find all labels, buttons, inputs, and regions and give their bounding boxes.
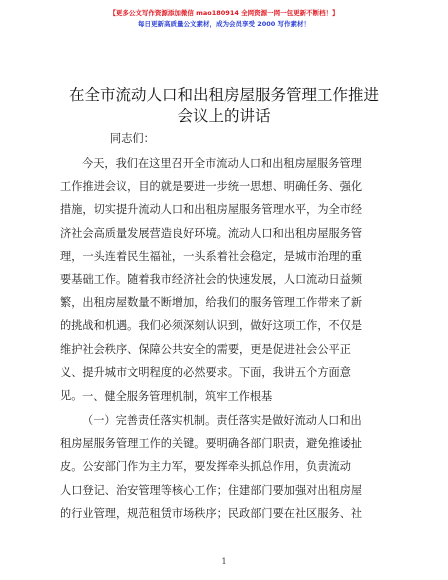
paragraph-line: 措施，切实提升流动人口和出租房屋服务管理水平，为全市经	[60, 203, 363, 217]
paragraph-line: 的挑战和机遇。我们必须深刻认识到，做好这项工作，不仅是	[60, 319, 363, 333]
heading-line: 一、健全服务管理机制，筑牢工作根基	[82, 390, 273, 403]
salutation: 同志们：	[110, 132, 155, 145]
page-number: 1	[221, 557, 227, 566]
title-line-2: 会议上的讲话	[177, 107, 271, 125]
paragraph-line: 的行业管理，规范租赁市场秩序；民政部门要在社区服务、社	[60, 506, 363, 520]
paragraph-line: （一）完善责任落实机制。责任落实是做好流动人口和出	[82, 414, 362, 427]
paragraph-line: 见。	[60, 388, 83, 402]
title-line-1: 在全市流动人口和出租房屋服务管理工作推进	[68, 86, 379, 104]
promo-banner-line-2: 每日更新高质量公文素材，成为会员享受 2000 写作素材！	[137, 20, 311, 28]
paragraph-2	[60, 409, 382, 525]
paragraph-line: 济社会高质量发展营造良好环境。流动人口和出租房屋服务管	[60, 226, 363, 240]
section-heading-1	[60, 385, 382, 408]
paragraph-line: 租房屋服务管理工作的关键。要明确各部门职责，避免推诿扯	[60, 437, 363, 451]
paragraph-line: 今天，我们在这里召开全市流动人口和出租房屋服务管理	[82, 157, 362, 170]
paragraph-line: 要基础工作。随着我市经济社会的快速发展，人口流动日益频	[60, 272, 363, 286]
paragraph-line: 繁，出租房屋数量不断增加，给我们的服务管理工作带来了新	[60, 296, 363, 310]
paragraph-line: 皮。公安部门作为主力军，要发挥牵头抓总作用，负责流动	[60, 460, 351, 474]
paragraph-line: 工作推进会议，目的就是要进一步统一思想、明确任务、强化	[60, 180, 363, 194]
paragraph-line: 人口登记、治安管理等核心工作；住建部门要加强对出租房屋	[60, 483, 363, 497]
document-title	[30, 85, 418, 127]
paragraph-line: 维护社会秩序、保障公共安全的需要，更是促进社会公平正	[60, 342, 351, 356]
promo-banner-line-1: 【更多公文写作资源添加微信 mao180914 全网资源一网一包更新不断档！】	[109, 9, 339, 17]
paragraph-line: 义、提升城市文明程度的必然要求。下面，我讲五个方面意	[60, 365, 351, 379]
paragraph-line: 理，一头连着民生福祉，一头系着社会稳定，是城市治理的重	[60, 249, 363, 263]
paragraph-1	[60, 152, 382, 407]
